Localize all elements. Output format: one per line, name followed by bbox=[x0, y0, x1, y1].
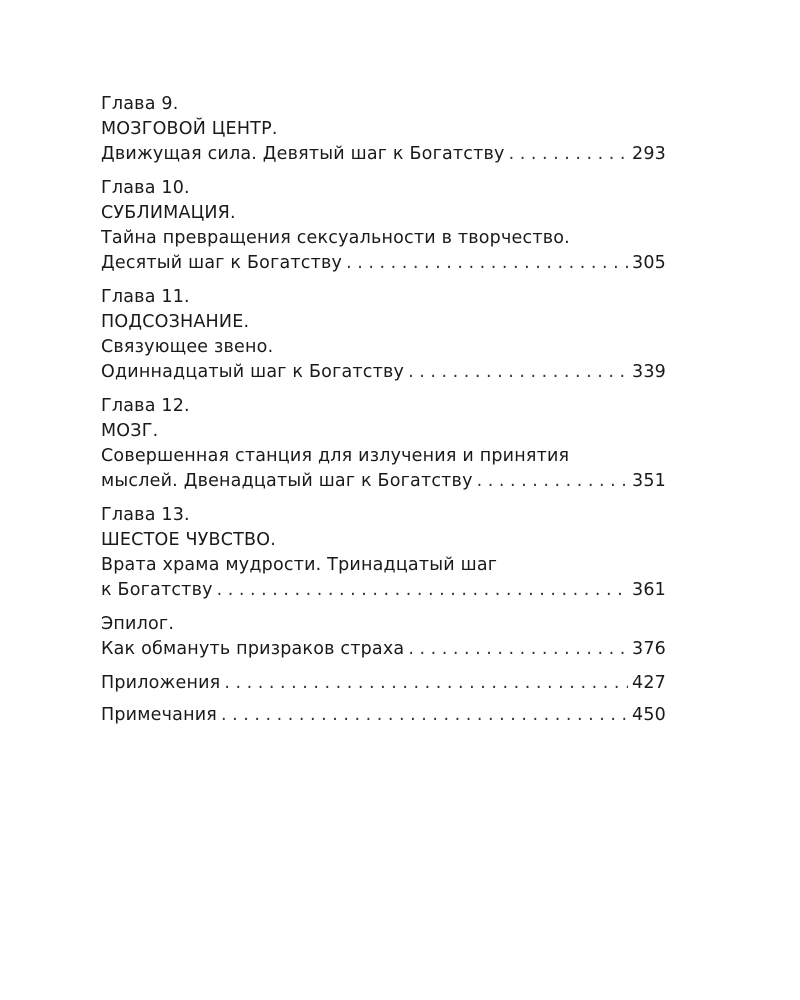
toc-leader-line bbox=[101, 637, 666, 662]
chapter-subtitle: Совершенная станция для излучения и принятия bbox=[101, 446, 570, 466]
dot-leader bbox=[509, 142, 628, 167]
chapter-title: МОЗГ. bbox=[101, 421, 159, 441]
section-title: Как обмануть призраков страха bbox=[101, 639, 405, 659]
chapter-title: ПОДСОЗНАНИЕ. bbox=[101, 312, 250, 332]
chapter-title: ШЕСТОЕ ЧУВСТВО. bbox=[101, 530, 276, 550]
dot-leader bbox=[477, 469, 628, 494]
dot-leader bbox=[224, 671, 628, 696]
page-number: 361 bbox=[631, 580, 666, 600]
page-number: 293 bbox=[631, 144, 666, 164]
chapter-number: Глава 13. bbox=[101, 505, 190, 525]
section-title: Примечания bbox=[101, 705, 218, 725]
chapter-number: Глава 10. bbox=[101, 178, 190, 198]
toc-entry-notes bbox=[101, 703, 666, 728]
page-number: 427 bbox=[631, 673, 666, 693]
dot-leader bbox=[221, 703, 628, 728]
toc-entry-appendices bbox=[101, 671, 666, 696]
chapter-subtitle-end: Десятый шаг к Богатству bbox=[101, 253, 343, 273]
dot-leader bbox=[346, 251, 628, 276]
page-number: 339 bbox=[631, 362, 666, 382]
chapter-subtitle: Врата храма мудрости. Тринадцатый шаг bbox=[101, 555, 498, 575]
toc-leader-line bbox=[101, 703, 666, 728]
toc-leader-line bbox=[101, 469, 666, 494]
toc-entry-chapter-9 bbox=[101, 92, 666, 167]
chapter-number: Глава 9. bbox=[101, 94, 179, 114]
page-number: 376 bbox=[631, 639, 666, 659]
chapter-subtitle: Связующее звено. bbox=[101, 337, 274, 357]
table-of-contents bbox=[101, 92, 666, 735]
chapter-subtitle: Тайна превращения сексуальности в творчество. bbox=[101, 228, 570, 248]
toc-leader-line bbox=[101, 251, 666, 276]
toc-leader-line bbox=[101, 671, 666, 696]
dot-leader bbox=[217, 578, 628, 603]
toc-entry-chapter-10 bbox=[101, 176, 666, 276]
chapter-number: Глава 11. bbox=[101, 287, 190, 307]
toc-entry-epilogue bbox=[101, 612, 666, 662]
toc-entry-chapter-12 bbox=[101, 394, 666, 494]
chapter-title: МОЗГОВОЙ ЦЕНТР. bbox=[101, 119, 278, 139]
section-label: Эпилог. bbox=[101, 614, 175, 634]
toc-entry-chapter-11 bbox=[101, 285, 666, 385]
chapter-number: Глава 12. bbox=[101, 396, 190, 416]
page-number: 450 bbox=[631, 705, 666, 725]
dot-leader bbox=[408, 637, 628, 662]
chapter-subtitle-end: Одиннадцатый шаг к Богатству bbox=[101, 362, 405, 382]
toc-leader-line bbox=[101, 578, 666, 603]
page-number: 305 bbox=[631, 253, 666, 273]
chapter-subtitle: Движущая сила. Девятый шаг к Богатству bbox=[101, 144, 505, 164]
toc-leader-line bbox=[101, 360, 666, 385]
page-number: 351 bbox=[631, 471, 666, 491]
toc-entry-chapter-13 bbox=[101, 503, 666, 603]
chapter-title: СУБЛИМАЦИЯ. bbox=[101, 203, 236, 223]
chapter-subtitle-end: мыслей. Двенадцатый шаг к Богатству bbox=[101, 471, 473, 491]
chapter-subtitle-end: к Богатству bbox=[101, 580, 213, 600]
dot-leader bbox=[408, 360, 628, 385]
section-title: Приложения bbox=[101, 673, 221, 693]
toc-leader-line bbox=[101, 142, 666, 167]
